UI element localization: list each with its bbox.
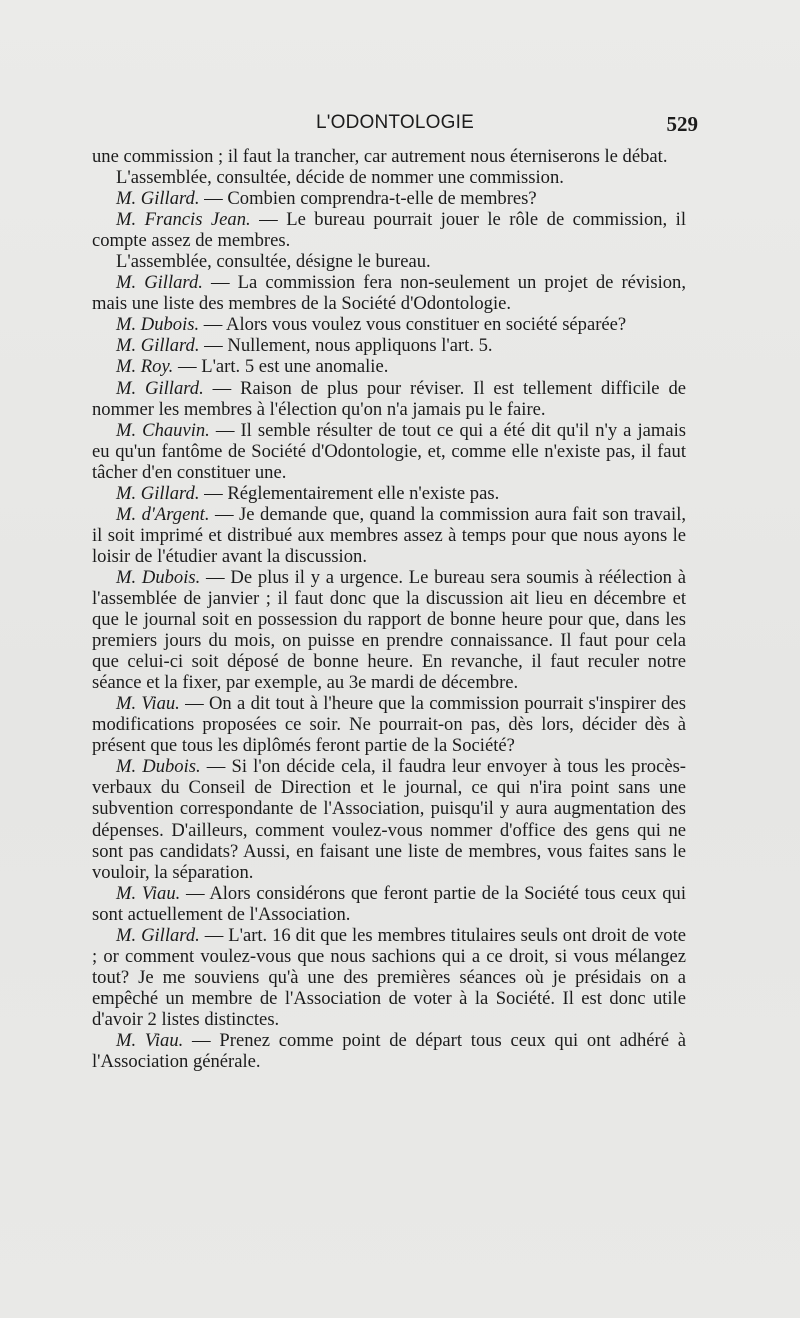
paragraph-text: — Alors vous voulez vous constituer en société séparée?: [199, 314, 627, 336]
paragraph: [92, 356, 686, 377]
paragraph-text: — Prenez comme point de départ tous ceux qui ont adhéré à l'Association générale.: [92, 1029, 686, 1073]
paragraph: [92, 272, 686, 314]
speaker-name: M. Gillard.: [116, 924, 200, 946]
paragraph-text: — Je demande que, quand la commission aura fait son travail, il soit imprimé et distribué aux membres assez à temps pour que nous ayons le loisir de l'étudier avant la discussion.: [92, 503, 687, 567]
paragraph: [92, 756, 686, 882]
body-text: [92, 146, 686, 1072]
page-header: [92, 112, 698, 140]
paragraph-text: — La commission fera non-seulement un projet de révision, mais une liste des membres de la Société d'Odontologie.: [92, 272, 686, 315]
paragraph: [92, 925, 686, 1030]
speaker-name: M. Francis Jean.: [116, 209, 251, 231]
paragraph: [92, 378, 686, 420]
speaker-name: M. Gillard.: [116, 335, 200, 357]
paragraph: [92, 420, 686, 483]
paragraph: [92, 167, 686, 188]
paragraph-text: — Il semble résulter de tout ce qui a été dit qu'il n'y a jamais eu qu'un fantôme de Société d'Odontologie, et, comme elle n'existe pas, il faut tâcher d'en constituer une.: [92, 419, 686, 483]
paragraph-text: — L'art. 16 dit que les membres titulaires seuls ont droit de vote ; or comment voulez-vous que nous sachions qui a ce droit, si vous mélangez tout? Je me souviens qu'à une des premières séances où je présidais on a empêché un membre de l'Association de voter à la Société. Il est donc utile d'avoir 2 listes distinctes.: [92, 924, 686, 1030]
speaker-name: M. Viau.: [116, 1029, 184, 1051]
paragraph-text: L'assemblée, consultée, désigne le bureau.: [116, 251, 431, 273]
paragraph: [92, 693, 686, 756]
paragraph: [92, 209, 686, 251]
paragraph-text: — Alors considérons que feront partie de la Société tous ceux qui sont actuellement de l'Association.: [92, 882, 686, 925]
speaker-name: M. Dubois.: [116, 566, 201, 588]
speaker-name: M. Gillard.: [116, 482, 200, 504]
speaker-name: M. Viau.: [116, 693, 180, 715]
paragraph: [92, 188, 686, 209]
speaker-name: M. Chauvin.: [116, 419, 210, 441]
paragraph-text: — Raison de plus pour réviser. Il est tellement difficile de nommer les membres à l'élection qu'on n'a jamais pu le faire.: [92, 377, 687, 420]
paragraph-text: — De plus il y a urgence. Le bureau sera soumis à réélection à l'assemblée de janvier ; il faut donc que la discussion ait lieu en décembre et que le journal soit en possession du rapport de bonne heure pour que, dans les premiers jours du mois, on puisse en prendre connaissance. Il faut pour cela que celui-ci soit déposé de bonne heure. En revanche, il faut reculer notre séance et la fixer, par exemple, au 3e mardi de décembre.: [92, 566, 686, 694]
paragraph: [92, 335, 686, 356]
paragraph: [92, 567, 686, 693]
paragraph: [92, 1030, 686, 1072]
speaker-name: M. Gillard.: [116, 272, 203, 294]
speaker-name: M. Viau.: [116, 882, 181, 904]
speaker-name: M. d'Argent.: [116, 503, 210, 525]
paragraph-text: — Le bureau pourrait jouer le rôle de commission, il compte assez de membres.: [92, 209, 686, 252]
paragraph-text: — Nullement, nous appliquons l'art. 5.: [199, 335, 493, 357]
speaker-name: M. Gillard.: [116, 377, 204, 399]
speaker-name: M. Dubois.: [116, 314, 200, 336]
paragraph: [92, 146, 686, 167]
speaker-name: M. Roy.: [116, 356, 174, 378]
paragraph-text: L'assemblée, consultée, décide de nommer une commission.: [116, 167, 564, 189]
paragraph-text: une commission ; il faut la trancher, car autrement nous éterniserons le débat.: [92, 146, 668, 167]
paragraph-text: — On a dit tout à l'heure que la commission pourrait s'inspirer des modifications proposées ce soir. Ne pourrait-on pas, dès lors, décider dès à présent que tous les diplômés feront partie de la Société?: [92, 693, 686, 757]
paragraph-text: — Combien comprendra-t-elle de membres?: [199, 188, 537, 210]
paragraph: [92, 883, 686, 925]
paragraph: [92, 504, 686, 567]
paragraph: [92, 314, 686, 335]
paragraph: [92, 251, 686, 272]
page-number: 529: [666, 112, 698, 136]
paragraph-text: — Réglementairement elle n'existe pas.: [199, 482, 500, 504]
running-title: L'ODONTOLOGIE: [316, 112, 474, 133]
paragraph-text: — Si l'on décide cela, il faudra leur envoyer à tous les procès-verbaux du Conseil de Direction et le journal, ce qui n'ira point sans une subvention correspondante de l'Association, puisqu'il y aura augmentation des dépenses. D'ailleurs, comment voulez-vous nommer d'office des gens qui ne sont pas candidats? Aussi, en faisant une liste de membres, vous faites sans le vouloir, la séparation.: [92, 756, 687, 883]
paragraph: [92, 483, 686, 504]
speaker-name: M. Dubois.: [116, 756, 201, 778]
speaker-name: M. Gillard.: [116, 188, 200, 210]
paragraph-text: — L'art. 5 est une anomalie.: [173, 356, 389, 378]
